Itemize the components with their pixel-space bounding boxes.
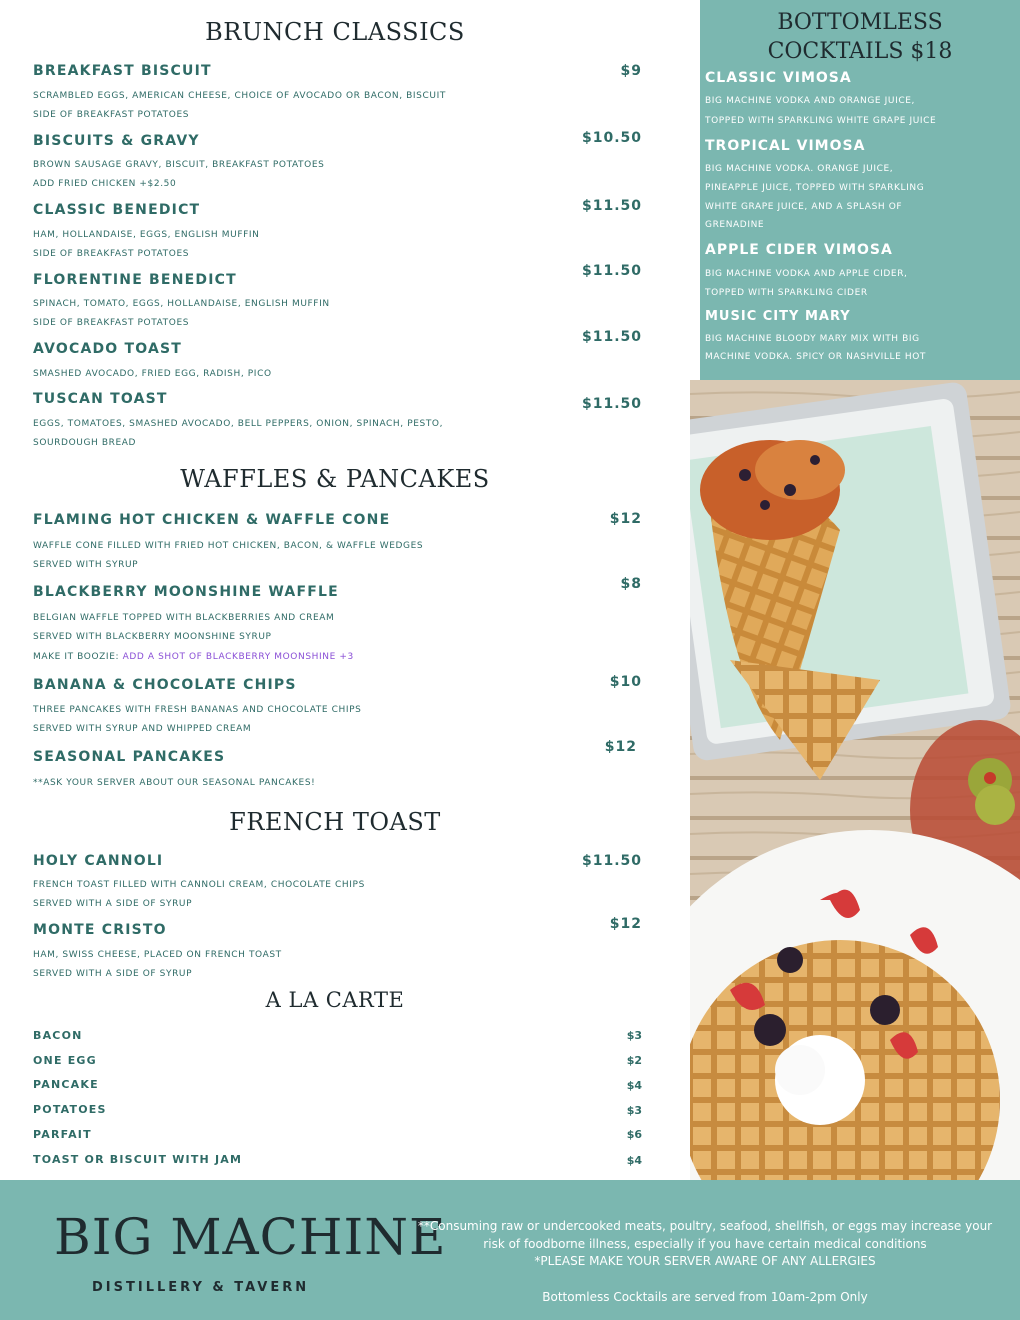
- item-name: BREAKFAST BISCUIT: [33, 63, 212, 79]
- alc-item-name: PARFAIT: [33, 1128, 92, 1141]
- cocktails-price-title: COCKTAILS $18: [767, 39, 953, 64]
- item-desc: FRENCH TOAST FILLED WITH CANNOLI CREAM, CHOCOLATE CHIPS: [33, 880, 365, 890]
- item-desc: SERVED WITH A SIDE OF SYRUP: [33, 899, 193, 909]
- item-price: $12: [609, 916, 642, 932]
- item-desc: SERVED WITH SYRUP AND WHIPPED CREAM: [33, 724, 252, 734]
- boozie-line: [33, 652, 354, 662]
- cocktail-desc: GRENADINE: [705, 220, 765, 230]
- item-price: $11.50: [581, 396, 642, 412]
- alc-item-name: ONE EGG: [33, 1054, 97, 1067]
- alc-item-price: $3: [626, 1029, 642, 1042]
- alc-item-name: PANCAKE: [33, 1078, 99, 1091]
- item-desc: HAM, SWISS CHEESE, PLACED ON FRENCH TOAST: [33, 950, 282, 960]
- footer-note: risk of foodborne illness, especially if you have certain medical conditions: [483, 1237, 927, 1251]
- section-title-waffles: WAFFLES & PANCAKES: [180, 465, 490, 493]
- cocktail-name: TROPICAL VIMOSA: [705, 138, 866, 154]
- item-desc: SMASHED AVOCADO, FRIED EGG, RADISH, PICO: [33, 369, 272, 379]
- cocktails-panel: [700, 0, 1020, 380]
- cocktail-desc: BIG MACHINE VODKA. ORANGE JUICE,: [705, 164, 894, 174]
- item-desc: **ASK YOUR SERVER ABOUT OUR SEASONAL PANCAKES!: [33, 778, 316, 788]
- item-desc: HAM, HOLLANDAISE, EGGS, ENGLISH MUFFIN: [33, 230, 260, 240]
- cocktail-desc: TOPPED WITH SPARKLING WHITE GRAPE JUICE: [705, 116, 937, 126]
- item-price: $12: [604, 739, 637, 755]
- item-desc: BELGIAN WAFFLE TOPPED WITH BLACKBERRIES AND CREAM: [33, 613, 335, 623]
- item-name: HOLY CANNOLI: [33, 853, 164, 869]
- item-name: FLAMING HOT CHICKEN & WAFFLE CONE: [33, 512, 391, 528]
- item-desc: ADD FRIED CHICKEN +$2.50: [33, 179, 177, 189]
- item-desc: EGGS, TOMATOES, SMASHED AVOCADO, BELL PEPPERS, ONION, SPINACH, PESTO,: [33, 419, 444, 429]
- cocktail-name: CLASSIC VIMOSA: [705, 70, 852, 86]
- item-price: $10: [609, 674, 642, 690]
- alc-item-name: TOAST OR BISCUIT WITH JAM: [33, 1153, 243, 1166]
- food-photo: [690, 380, 1020, 1180]
- alc-item-price: $2: [626, 1054, 642, 1067]
- item-desc: SIDE OF BREAKFAST POTATOES: [33, 110, 190, 120]
- section-title-brunch: BRUNCH CLASSICS: [205, 18, 465, 46]
- brand-logo: BIG MACHINE: [54, 1208, 447, 1266]
- item-price: $10.50: [581, 130, 642, 146]
- item-desc: THREE PANCAKES WITH FRESH BANANAS AND CHOCOLATE CHIPS: [33, 705, 362, 715]
- item-price: $11.50: [581, 198, 642, 214]
- item-price: $9: [620, 63, 642, 79]
- item-desc: SERVED WITH SYRUP: [33, 560, 139, 570]
- item-desc: BROWN SAUSAGE GRAVY, BISCUIT, BREAKFAST POTATOES: [33, 160, 325, 170]
- cocktail-desc: PINEAPPLE JUICE, TOPPED WITH SPARKLING: [705, 183, 925, 193]
- item-name: AVOCADO TOAST: [33, 341, 183, 357]
- footer-note: **Consuming raw or undercooked meats, poultry, seafood, shellfish, or eggs may increase your: [417, 1219, 993, 1233]
- section-title-a-la-carte: A LA CARTE: [265, 988, 405, 1012]
- item-desc: SERVED WITH A SIDE OF SYRUP: [33, 969, 193, 979]
- item-price: $11.50: [581, 853, 642, 869]
- footer-note: *PLEASE MAKE YOUR SERVER AWARE OF ANY ALLERGIES: [534, 1254, 876, 1268]
- alc-item-price: $4: [626, 1154, 642, 1167]
- item-desc: SERVED WITH BLACKBERRY MOONSHINE SYRUP: [33, 632, 272, 642]
- cocktails-title: BOTTOMLESS: [777, 10, 943, 35]
- boozie-offer: ADD A SHOT OF BLACKBERRY MOONSHINE +3: [122, 652, 354, 662]
- item-desc: SIDE OF BREAKFAST POTATOES: [33, 318, 190, 328]
- item-name: CLASSIC BENEDICT: [33, 202, 201, 218]
- item-desc: SIDE OF BREAKFAST POTATOES: [33, 249, 190, 259]
- cocktail-desc: BIG MACHINE BLOODY MARY MIX WITH BIG: [705, 334, 920, 344]
- alc-item-price: $4: [626, 1079, 642, 1092]
- item-name: TUSCAN TOAST: [33, 391, 168, 407]
- alc-item-name: BACON: [33, 1029, 83, 1042]
- alc-item-price: $3: [626, 1104, 642, 1117]
- alc-item-name: POTATOES: [33, 1103, 107, 1116]
- cocktail-desc: MACHINE VODKA. SPICY OR NASHVILLE HOT: [705, 352, 927, 362]
- item-desc: SCRAMBLED EGGS, AMERICAN CHEESE, CHOICE OF AVOCADO OR BACON, BISCUIT: [33, 91, 446, 101]
- item-name: FLORENTINE BENEDICT: [33, 272, 237, 288]
- footer: [0, 1180, 1020, 1320]
- section-title-french-toast: FRENCH TOAST: [229, 808, 441, 836]
- item-name: MONTE CRISTO: [33, 922, 167, 938]
- cocktail-desc: WHITE GRAPE JUICE, AND A SPLASH OF: [705, 202, 903, 212]
- alc-item-price: $6: [626, 1128, 642, 1141]
- item-price: $11.50: [581, 329, 642, 345]
- boozie-label: MAKE IT BOOZIE:: [33, 652, 123, 662]
- item-name: BLACKBERRY MOONSHINE WAFFLE: [33, 584, 339, 600]
- cocktail-desc: BIG MACHINE VODKA AND ORANGE JUICE,: [705, 96, 915, 106]
- item-price: $12: [609, 511, 642, 527]
- brand-tagline: DISTILLERY & TAVERN: [92, 1280, 310, 1295]
- item-name: BANANA & CHOCOLATE CHIPS: [33, 677, 297, 693]
- item-name: BISCUITS & GRAVY: [33, 133, 200, 149]
- item-price: $8: [620, 576, 642, 592]
- cocktail-name: APPLE CIDER VIMOSA: [705, 242, 893, 258]
- cocktail-desc: TOPPED WITH SPARKLING CIDER: [705, 288, 868, 298]
- footer-note: Bottomless Cocktails are served from 10am-2pm Only: [542, 1290, 868, 1304]
- item-price: $11.50: [581, 263, 642, 279]
- cocktail-desc: BIG MACHINE VODKA AND APPLE CIDER,: [705, 269, 908, 279]
- item-desc: WAFFLE CONE FILLED WITH FRIED HOT CHICKEN, BACON, & WAFFLE WEDGES: [33, 541, 424, 551]
- food-photo-icon: [690, 380, 1020, 1180]
- item-desc: SPINACH, TOMATO, EGGS, HOLLANDAISE, ENGLISH MUFFIN: [33, 299, 330, 309]
- item-desc: SOURDOUGH BREAD: [33, 438, 137, 448]
- cocktail-name: MUSIC CITY MARY: [705, 309, 851, 324]
- item-name: SEASONAL PANCAKES: [33, 749, 226, 765]
